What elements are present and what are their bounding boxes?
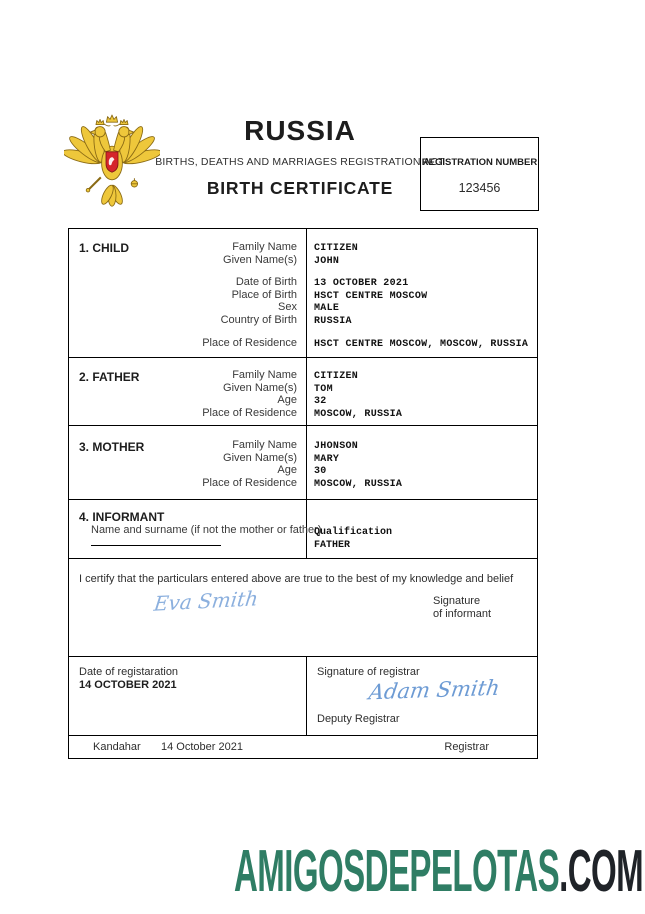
russia-coat-of-arms-icon [64,110,160,216]
qualification-label: Qualification [314,527,393,538]
registration-number-label: REGISTRATION NUMBER [421,157,538,168]
field-value: MARY [314,453,340,465]
informant-name-blank-line [91,545,221,546]
registrar-signature-label: Signature of registrar [317,666,420,678]
informant-name-label: Name and surname (if not the mother or father) [91,524,322,536]
field-value: MOSCOW, RUSSIA [314,478,403,490]
field-value: HSCT CENTRE MOSCOW [314,290,428,302]
field-label: Place of Residence [202,336,297,349]
field-row [69,465,537,478]
registration-number-box [420,137,539,211]
field-label: Place of Residence [202,476,297,489]
column-divider [306,657,307,735]
field-value: RUSSIA [314,315,352,327]
document-title: BIRTH CERTIFICATE [206,178,394,198]
certification-section [69,558,537,656]
site-watermark [234,838,645,904]
footer-role: Registrar [444,741,489,753]
field-row [69,383,537,396]
field-value: MOSCOW, RUSSIA [314,408,403,420]
field-value: JHONSON [314,441,359,452]
field-row [69,338,537,351]
footer-place: Kandahar [93,741,141,753]
section-mother-heading: 3. MOTHER [79,440,145,454]
watermark-suffix: .COM [559,838,644,904]
field-label: Age [277,394,297,407]
field-row [69,370,537,383]
field-row [69,290,537,303]
act-subtitle: BIRTHS, DEATHS AND MARRIAGES REGISTRATION ACT [155,156,445,168]
certification-statement: I certify that the particulars entered above are true to the best of my knowledge and belief [79,573,514,585]
certificate-table [68,228,538,759]
field-row [69,453,537,466]
field-row [69,408,537,421]
signature-label-line2: of informant [433,608,492,620]
field-value: MALE [314,303,340,315]
field-label: Family Name [232,439,297,451]
field-label: Place of Residence [202,406,297,419]
field-value: JOHN [314,255,340,267]
field-label: Given Name(s) [223,253,297,266]
watermark-main: AMIGOSDEPELOTAS [234,838,560,904]
field-value: 30 [314,466,327,478]
field-label: Family Name [232,369,297,381]
country-title: RUSSIA [244,115,356,146]
field-value: HSCT CENTRE MOSCOW, MOSCOW, RUSSIA [314,338,529,350]
footer-row [69,735,537,758]
field-label: Sex [278,301,297,314]
registration-date-label: Date of registaration [79,666,179,678]
field-label: Family Name [232,241,297,253]
section-child-heading: 1. CHILD [79,241,130,255]
field-value: CITIZEN [314,371,359,382]
field-label: Age [277,464,297,477]
section-mother [69,425,537,499]
field-row [69,255,537,268]
field-value: 32 [314,396,327,408]
field-label: Place of Birth [231,288,297,301]
field-row [69,242,537,255]
section-informant-heading: 4. INFORMANT [79,510,165,524]
field-row [69,395,537,408]
field-row [69,315,537,328]
section-father [69,357,537,425]
header [150,115,450,199]
registrar-signature: Adam Smith [367,675,502,705]
field-row [69,302,537,315]
section-informant [69,499,537,558]
registrar-title: Deputy Registrar [317,713,400,725]
registration-section [69,656,537,735]
field-value: CITIZEN [314,243,359,254]
field-label: Date of Birth [235,276,297,289]
registration-number-value: 123456 [458,181,501,195]
field-row [69,440,537,453]
field-row [69,478,537,491]
informant-signature: Eva Smith [152,586,260,616]
field-value: TOM [314,383,333,395]
section-child [69,229,537,357]
qualification-value: FATHER [314,540,351,551]
field-label: Given Name(s) [223,381,297,394]
registration-date-value: 14 OCTOBER 2021 [79,679,177,691]
field-label: Country of Birth [220,313,297,326]
signature-label-line1: Signature [433,595,481,607]
field-value: 13 OCTOBER 2021 [314,278,409,290]
field-row [69,277,537,290]
field-label: Given Name(s) [223,451,297,464]
section-father-heading: 2. FATHER [79,370,140,384]
footer-date: 14 October 2021 [161,741,243,753]
